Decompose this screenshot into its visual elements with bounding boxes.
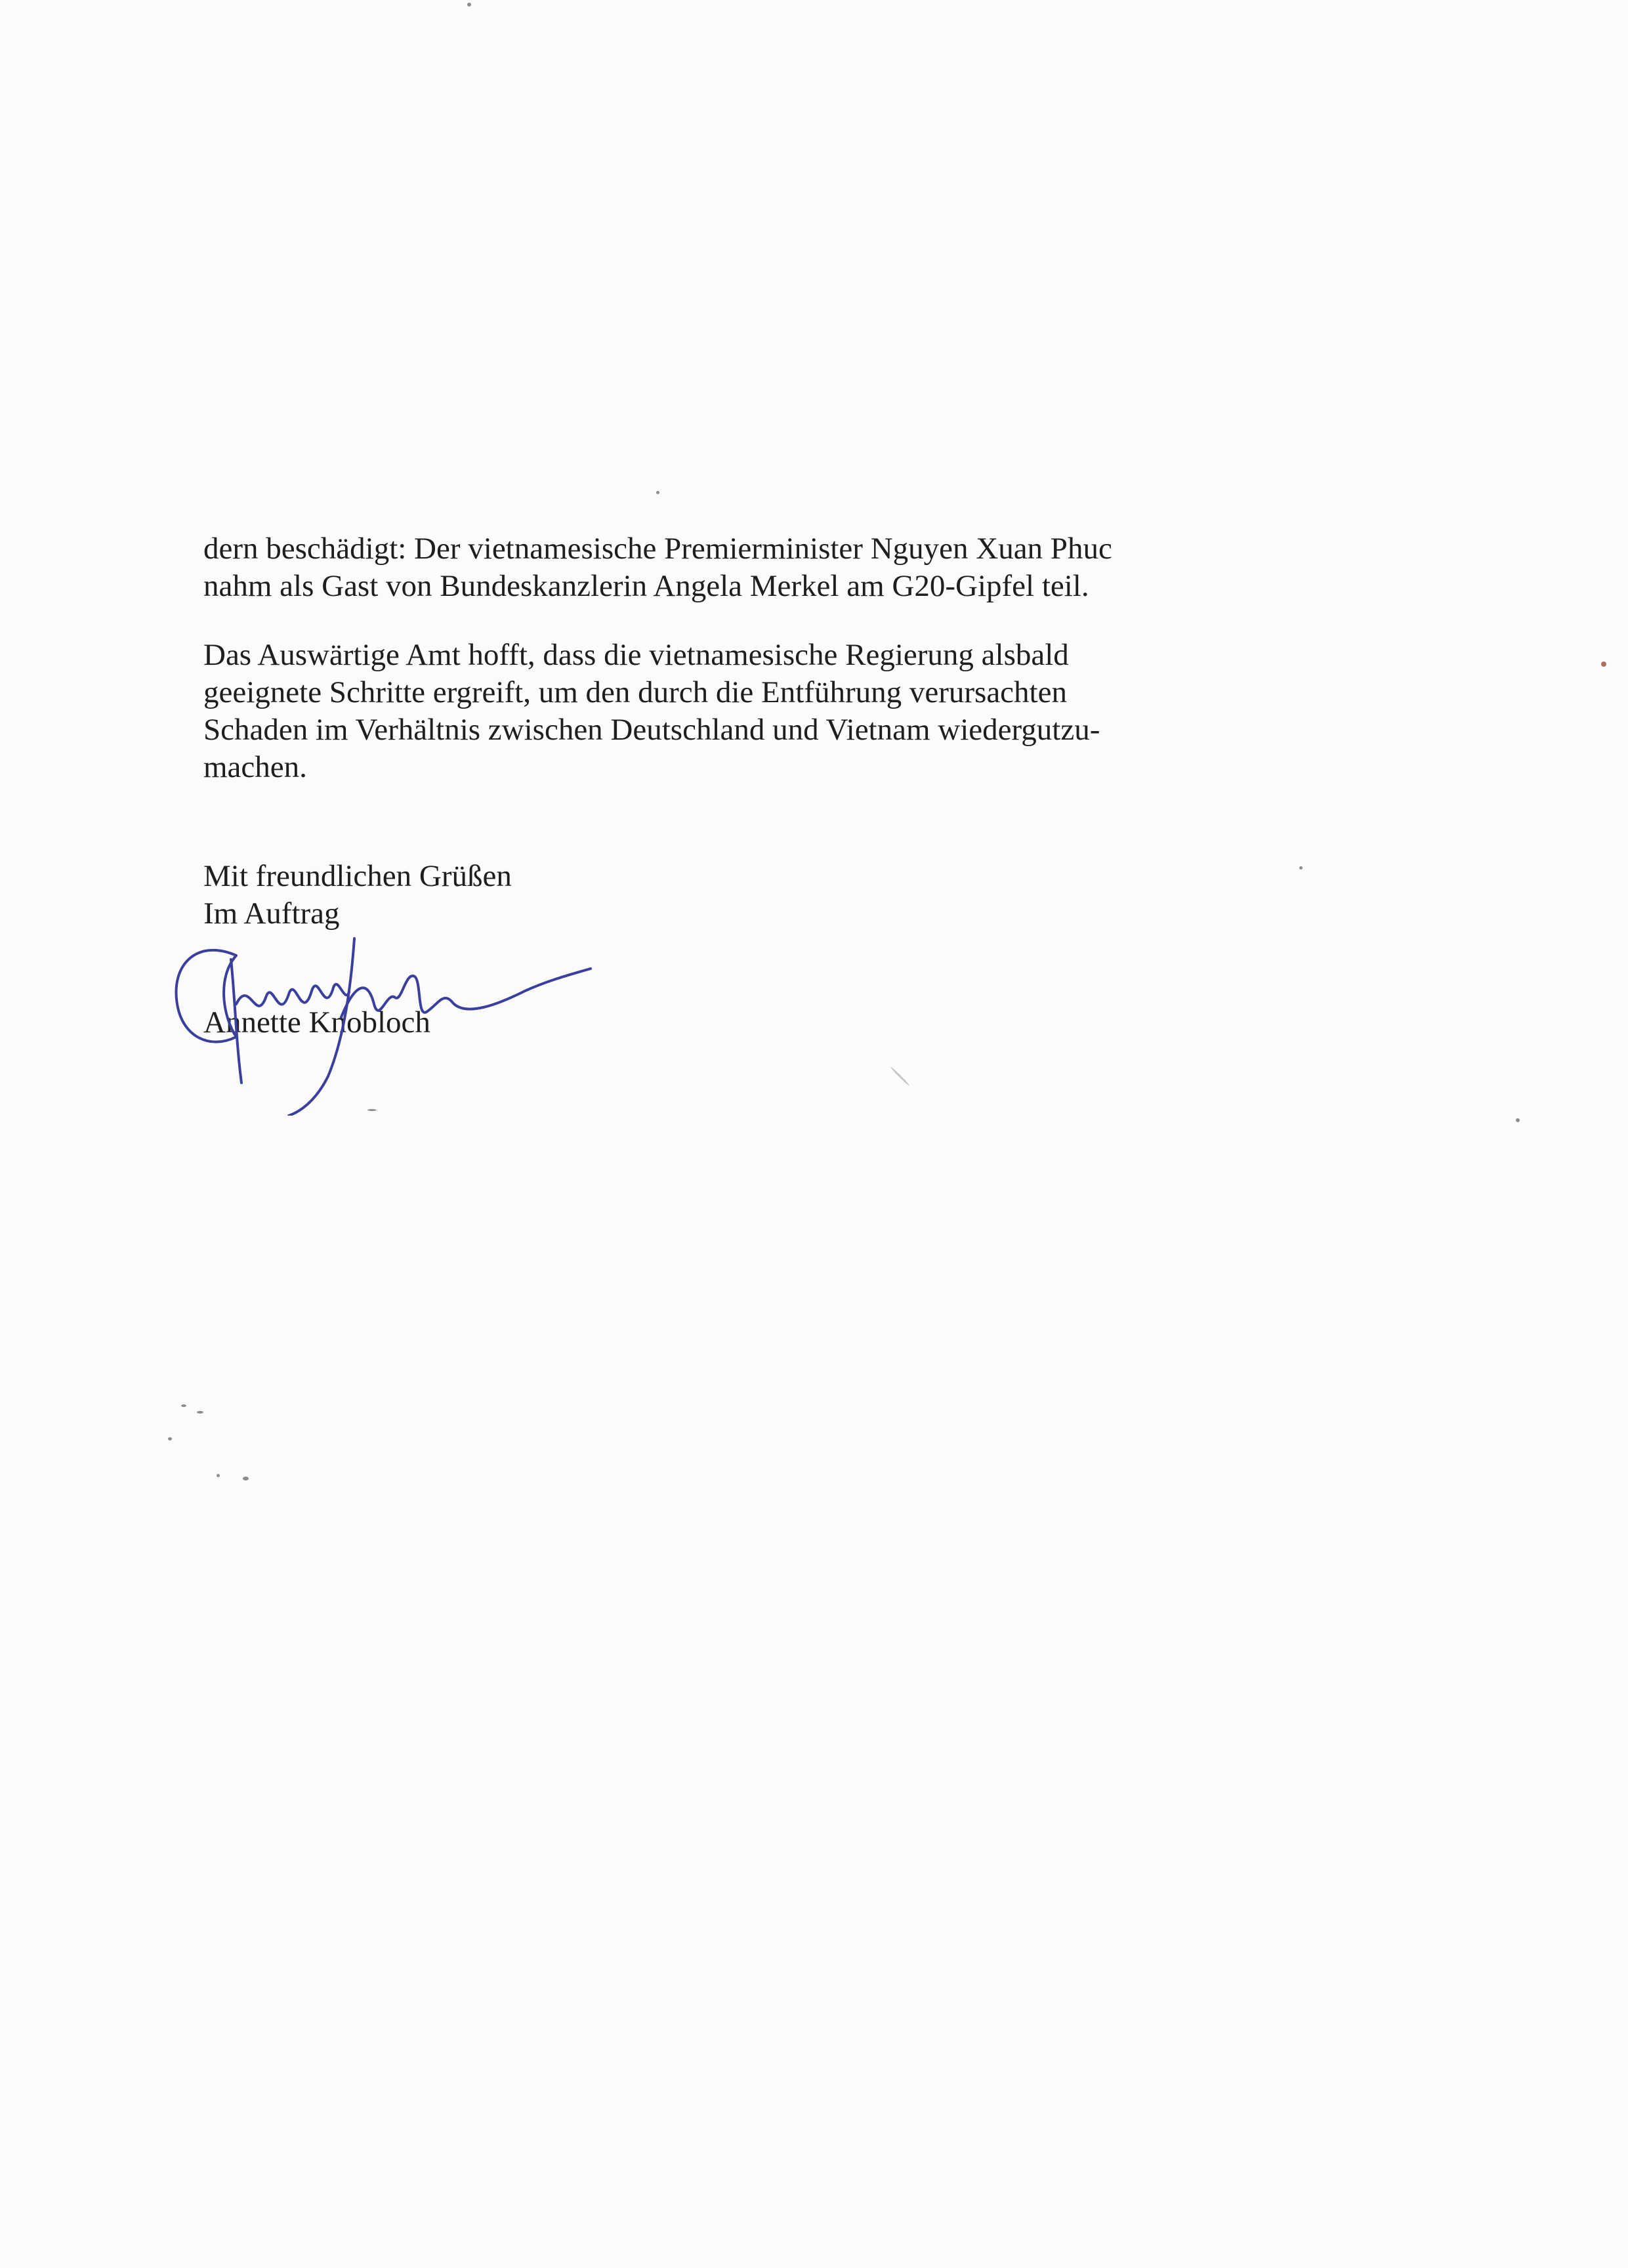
scan-speck — [890, 1066, 909, 1086]
scan-speck — [217, 1474, 220, 1477]
signer-name: Annette Knobloch — [203, 1005, 430, 1040]
paragraph-2-line-1: Das Auswärtige Amt hofft, dass die vietnamesische Regierung alsbald — [203, 638, 1069, 672]
body-paragraph-2 — [203, 637, 1207, 786]
scan-speck — [1601, 662, 1606, 667]
scan-speck — [1516, 1118, 1520, 1122]
scan-speck — [1299, 866, 1303, 870]
closing-greeting: Mit freundlichen Grüßen — [203, 859, 512, 893]
paragraph-1-line-1: dern beschädigt: Der vietnamesische Premierminister Nguyen Xuan Phuc — [203, 532, 1112, 566]
paragraph-2-line-2: geeignete Schritte ergreift, um den durch die Entführung verursachten — [203, 675, 1067, 709]
scan-speck — [467, 3, 471, 7]
scan-speck — [367, 1109, 377, 1111]
paragraph-2-line-3: Schaden im Verhältnis zwischen Deutschland und Vietnam wiedergutzu- — [203, 713, 1100, 747]
signature-initial-stem — [231, 959, 241, 1083]
scan-speck — [656, 491, 659, 494]
signature-first-name-scrawl — [236, 984, 349, 1006]
signature-cross-stroke — [289, 938, 354, 1116]
scan-speck — [181, 1404, 186, 1407]
signature-surname-scrawl — [341, 969, 591, 1017]
scan-speck — [243, 1477, 249, 1480]
scan-speck — [168, 1437, 172, 1440]
paragraph-2-line-4: machen. — [203, 750, 307, 784]
scan-speck — [197, 1411, 203, 1414]
signature-initial-loop — [176, 950, 236, 1042]
body-paragraph-1 — [203, 530, 1207, 605]
closing-block — [203, 858, 1207, 933]
paragraph-1-line-2: nahm als Gast von Bundeskanzlerin Angela Merkel am G20-Gipfel teil. — [203, 569, 1089, 603]
handwritten-signature — [157, 925, 617, 1116]
closing-capacity: Im Auftrag — [203, 896, 340, 931]
